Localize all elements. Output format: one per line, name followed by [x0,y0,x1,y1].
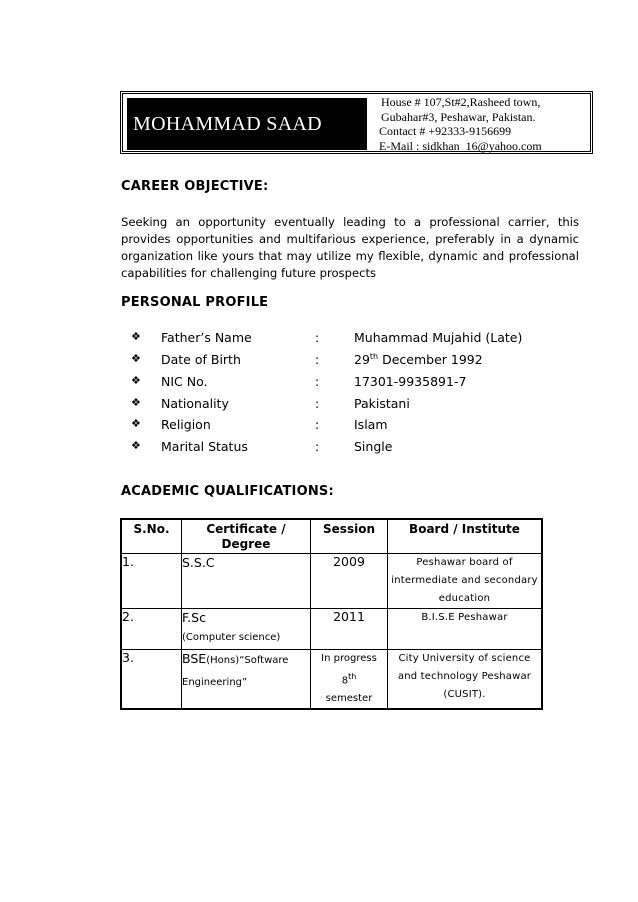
profile-colon: : [315,374,320,389]
table-row [121,609,542,650]
contact-info [379,95,542,153]
profile-value: Pakistani [354,396,410,411]
bullet-icon: ❖ [131,374,141,387]
personal-profile-heading: PERSONAL PROFILE [121,295,269,310]
dob-rest: December 1992 [378,352,483,368]
academic-table [120,518,543,710]
cell-certificate: S.S.C [182,554,311,609]
column-header-sno: S.No. [121,519,182,554]
profile-row-religion [131,417,551,437]
address-line-1: House # 107,St#2,Rasheed town, [381,95,541,109]
certificate-name: BSE [182,651,207,666]
profile-row-dob [131,352,551,372]
cell-session: 2011 [311,609,388,650]
certificate-subject: (Computer science) [182,632,281,643]
cell-board: City University of science and technology Peshawar (CUSIT). [388,650,543,710]
profile-colon: : [315,352,320,367]
profile-value: Single [354,439,393,454]
cell-certificate [182,650,311,710]
cell-sno: 3. [121,650,182,710]
profile-colon: : [315,330,320,345]
header-box [120,91,593,154]
profile-value: Islam [354,417,388,432]
table-header-row [121,519,542,554]
email: E-Mail : sidkhan_16@yahoo.com [379,138,542,153]
bullet-icon: ❖ [131,330,141,343]
cell-sno: 1. [121,554,182,609]
session-line-2 [311,668,387,690]
cell-board: B.I.S.E Peshawar [388,609,543,650]
session-line-1: In progress [321,653,377,664]
cell-board: Peshawar board of intermediate and secondary education [388,554,543,609]
profile-label: Nationality [161,396,229,411]
profile-row-nic [131,374,551,394]
certificate-detail: (Hons)“Software Engineering” [182,655,289,688]
bullet-icon: ❖ [131,352,141,365]
profile-row-nationality [131,396,551,416]
bullet-icon: ❖ [131,439,141,452]
semester-suffix: th [348,672,357,681]
profile-value: 17301-9935891-7 [354,374,467,389]
session-line-3: semester [325,693,373,705]
column-header-certificate: Certificate / Degree [182,519,311,554]
table-row [121,650,542,710]
profile-row-marital [131,439,551,459]
cell-sno: 2. [121,609,182,650]
contact-number: Contact # +92333-9156699 [379,124,512,138]
column-header-board: Board / Institute [388,519,543,554]
semester-number: 8 [341,675,349,687]
profile-value [354,352,483,367]
profile-colon: : [315,396,320,411]
dob-suffix: th [369,352,379,361]
profile-label: Date of Birth [161,352,241,367]
dob-day: 29 [354,352,370,368]
profile-row-father [131,330,551,350]
certificate-name: F.Sc [182,610,206,625]
cell-session: 2009 [311,554,388,609]
profile-label: NIC No. [161,374,208,389]
career-objective-text: Seeking an opportunity eventually leading to a professional carrier, this provides opportunities and multifarious experience, preferably in a dynamic organization like yours that may utilize my flexible, dynamic and professional capabilities for challenging future prospects [121,215,579,280]
academic-heading: ACADEMIC QUALIFICATIONS: [121,484,334,499]
profile-label: Religion [161,417,211,432]
cell-session [311,650,388,710]
bullet-icon: ❖ [131,396,141,409]
address-line-2: Gubahar#3, Peshawar, Pakistan. [381,109,536,124]
profile-colon: : [315,417,320,432]
table-row [121,554,542,609]
bullet-icon: ❖ [131,417,141,430]
profile-colon: : [315,439,320,454]
profile-label: Father’s Name [161,330,252,345]
candidate-name: MOHAMMAD SAAD [127,98,367,150]
column-header-session: Session [311,519,388,554]
career-objective-heading: CAREER OBJECTIVE: [121,179,269,194]
profile-value: Muhammad Mujahid (Late) [354,330,523,345]
cell-certificate [182,609,311,650]
profile-label: Marital Status [161,439,248,454]
